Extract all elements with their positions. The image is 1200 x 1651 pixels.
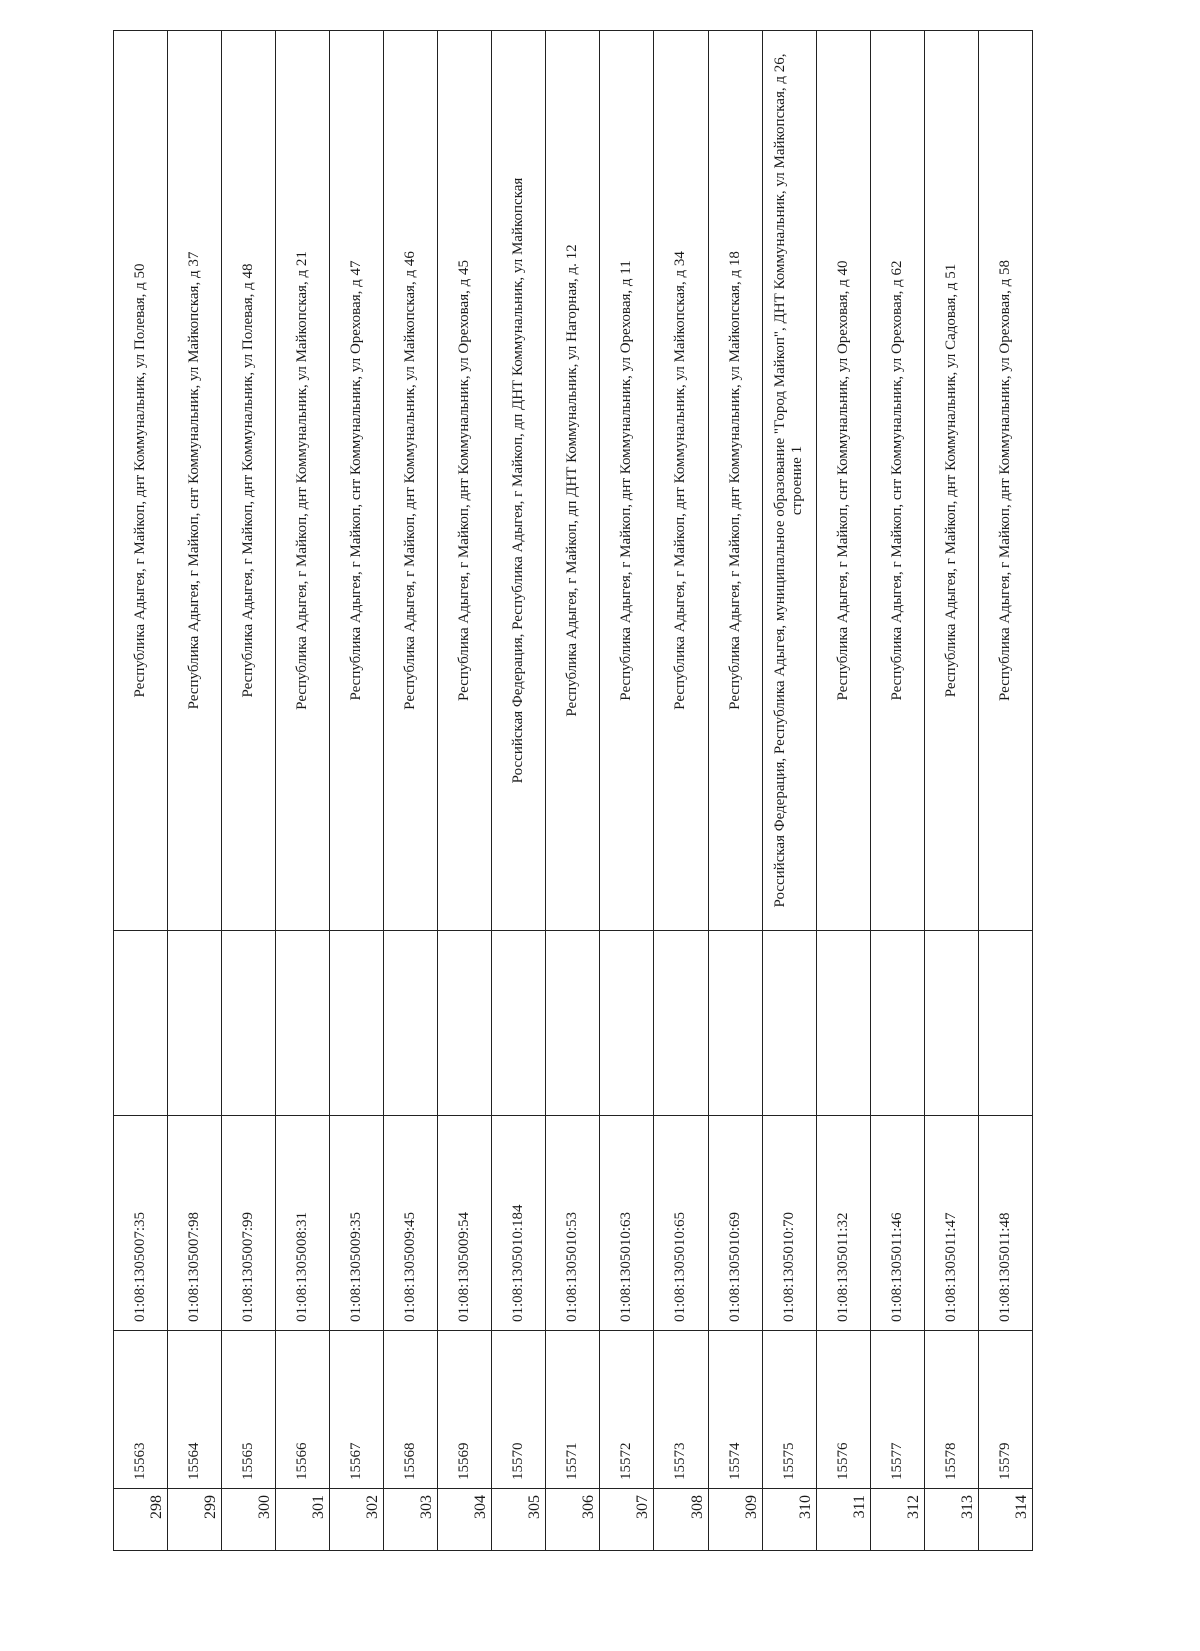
address-cell: Российская Федерация, Республика Адыгея, муниципальное образование "Город Майкоп", ДНТ Коммунальник, ул Майкопская, д 26, строение 1 xyxy=(762,31,816,931)
row-number: 298 xyxy=(114,1489,168,1551)
table-row xyxy=(600,31,654,1551)
address-cell: Республика Адыгея, г Майкоп, снт Коммунальник, ул Ореховая, д 40 xyxy=(816,31,870,931)
registry-number: 15566 xyxy=(276,1331,330,1489)
empty-cell xyxy=(114,931,168,1116)
empty-cell xyxy=(168,931,222,1116)
address-cell: Республика Адыгея, г Майкоп, снт Коммунальник, ул Майкопская, д 37 xyxy=(168,31,222,931)
row-number: 310 xyxy=(762,1489,816,1551)
address-cell: Республика Адыгея, г Майкоп, днт Коммунальник, ул Ореховая, д 11 xyxy=(600,31,654,931)
address-cell: Республика Адыгея, г Майкоп, днт Коммунальник, ул Майкопская, д 21 xyxy=(276,31,330,931)
table-row xyxy=(654,31,708,1551)
empty-cell xyxy=(978,931,1032,1116)
row-number: 311 xyxy=(816,1489,870,1551)
registry-number: 15568 xyxy=(384,1331,438,1489)
empty-cell xyxy=(654,931,708,1116)
empty-cell xyxy=(924,931,978,1116)
registry-body xyxy=(114,31,1033,1551)
empty-cell xyxy=(870,931,924,1116)
row-number: 312 xyxy=(870,1489,924,1551)
address-cell: Республика Адыгея, г Майкоп, днт Коммунальник, ул Майкопская, д 18 xyxy=(708,31,762,931)
table-row xyxy=(978,31,1032,1551)
table-row xyxy=(438,31,492,1551)
empty-cell xyxy=(546,931,600,1116)
empty-cell xyxy=(384,931,438,1116)
row-number: 299 xyxy=(168,1489,222,1551)
address-cell: Республика Адыгея, г Майкоп, днт Коммунальник, ул Садовая, д 51 xyxy=(924,31,978,931)
table-row xyxy=(384,31,438,1551)
table-row xyxy=(492,31,546,1551)
address-cell: Российская Федерация, Республика Адыгея, г Майкоп, дп ДНТ Коммунальник, ул Майкопская xyxy=(492,31,546,931)
cadastral-number: 01:08:1305011:47 xyxy=(924,1116,978,1331)
registry-number: 15563 xyxy=(114,1331,168,1489)
row-number: 307 xyxy=(600,1489,654,1551)
cadastral-number: 01:08:1305011:48 xyxy=(978,1116,1032,1331)
row-number: 313 xyxy=(924,1489,978,1551)
empty-cell xyxy=(600,931,654,1116)
registry-number: 15574 xyxy=(708,1331,762,1489)
table-row xyxy=(546,31,600,1551)
cadastral-number: 01:08:1305007:35 xyxy=(114,1116,168,1331)
cadastral-number: 01:08:1305011:32 xyxy=(816,1116,870,1331)
empty-cell xyxy=(330,931,384,1116)
table-row xyxy=(708,31,762,1551)
row-number: 301 xyxy=(276,1489,330,1551)
row-number: 300 xyxy=(222,1489,276,1551)
registry-number: 15578 xyxy=(924,1331,978,1489)
cadastral-number: 01:08:1305010:69 xyxy=(708,1116,762,1331)
table-row xyxy=(924,31,978,1551)
table-row xyxy=(330,31,384,1551)
address-cell: Республика Адыгея, г Майкоп, днт Коммунальник, ул Майкопская, д 34 xyxy=(654,31,708,931)
table-row xyxy=(870,31,924,1551)
cadastral-number: 01:08:1305007:99 xyxy=(222,1116,276,1331)
table-row xyxy=(222,31,276,1551)
registry-number: 15571 xyxy=(546,1331,600,1489)
registry-number: 15564 xyxy=(168,1331,222,1489)
address-cell: Республика Адыгея, г Майкоп, дп ДНТ Коммунальник, ул Нагорная, д. 12 xyxy=(546,31,600,931)
row-number: 304 xyxy=(438,1489,492,1551)
registry-number: 15567 xyxy=(330,1331,384,1489)
empty-cell xyxy=(708,931,762,1116)
row-number: 303 xyxy=(384,1489,438,1551)
registry-number: 15579 xyxy=(978,1331,1032,1489)
address-cell: Республика Адыгея, г Майкоп, днт Коммунальник, ул Ореховая, д 45 xyxy=(438,31,492,931)
empty-cell xyxy=(276,931,330,1116)
table-row xyxy=(816,31,870,1551)
empty-cell xyxy=(222,931,276,1116)
address-cell: Республика Адыгея, г Майкоп, днт Коммунальник, ул Ореховая, д 58 xyxy=(978,31,1032,931)
cadastral-number: 01:08:1305010:184 xyxy=(492,1116,546,1331)
row-number: 314 xyxy=(978,1489,1032,1551)
address-cell: Республика Адыгея, г Майкоп, снт Коммунальник, ул Ореховая, д 62 xyxy=(870,31,924,931)
rotated-page xyxy=(113,31,1033,1551)
empty-cell xyxy=(762,931,816,1116)
row-number: 308 xyxy=(654,1489,708,1551)
row-number: 305 xyxy=(492,1489,546,1551)
cadastral-number: 01:08:1305009:45 xyxy=(384,1116,438,1331)
cadastral-number: 01:08:1305010:70 xyxy=(762,1116,816,1331)
row-number: 309 xyxy=(708,1489,762,1551)
registry-number: 15575 xyxy=(762,1331,816,1489)
cadastral-number: 01:08:1305009:54 xyxy=(438,1116,492,1331)
cadastral-number: 01:08:1305008:31 xyxy=(276,1116,330,1331)
table-row xyxy=(114,31,168,1551)
registry-number: 15576 xyxy=(816,1331,870,1489)
cadastral-number: 01:08:1305009:35 xyxy=(330,1116,384,1331)
row-number: 306 xyxy=(546,1489,600,1551)
registry-number: 15573 xyxy=(654,1331,708,1489)
address-cell: Республика Адыгея, г Майкоп, снт Коммунальник, ул Ореховая, д 47 xyxy=(330,31,384,931)
empty-cell xyxy=(438,931,492,1116)
row-number: 302 xyxy=(330,1489,384,1551)
registry-number: 15569 xyxy=(438,1331,492,1489)
table-row xyxy=(276,31,330,1551)
cadastral-number: 01:08:1305010:53 xyxy=(546,1116,600,1331)
address-cell: Республика Адыгея, г Майкоп, днт Коммунальник, ул Майкопская, д 46 xyxy=(384,31,438,931)
registry-number: 15570 xyxy=(492,1331,546,1489)
cadastral-number: 01:08:1305011:46 xyxy=(870,1116,924,1331)
table-row xyxy=(168,31,222,1551)
empty-cell xyxy=(492,931,546,1116)
registry-number: 15572 xyxy=(600,1331,654,1489)
registry-number: 15577 xyxy=(870,1331,924,1489)
empty-cell xyxy=(816,931,870,1116)
cadastral-number: 01:08:1305007:98 xyxy=(168,1116,222,1331)
cadastral-number: 01:08:1305010:65 xyxy=(654,1116,708,1331)
registry-number: 15565 xyxy=(222,1331,276,1489)
table-row xyxy=(762,31,816,1551)
address-cell: Республика Адыгея, г Майкоп, днт Коммунальник, ул Полевая, д 48 xyxy=(222,31,276,931)
registry-table xyxy=(113,30,1033,1551)
address-cell: Республика Адыгея, г Майкоп, днт Коммунальник, ул Полевая, д 50 xyxy=(114,31,168,931)
cadastral-number: 01:08:1305010:63 xyxy=(600,1116,654,1331)
